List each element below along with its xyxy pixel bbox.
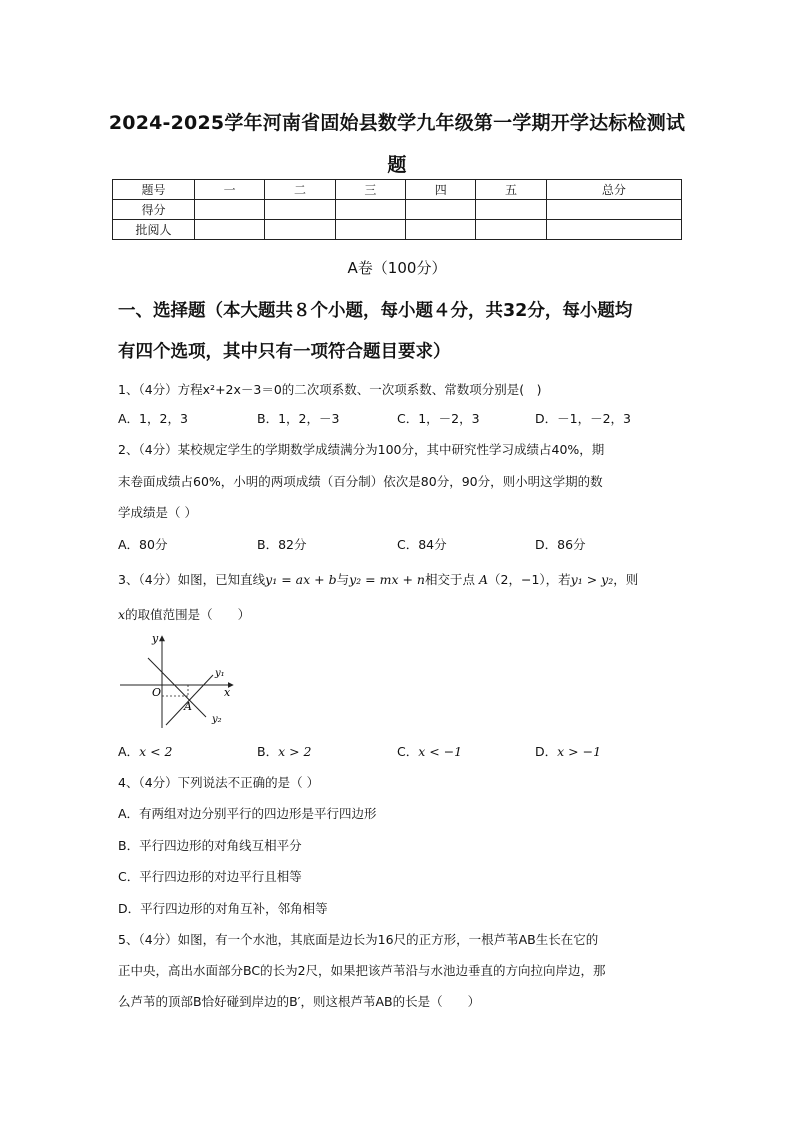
score-cell[interactable] xyxy=(335,220,405,240)
question-5: 5、（4分）如图，有一个水池，其底面是边长为16尺的正方形，一根芦苇AB生长在它的 xyxy=(118,932,599,947)
q3-condition: y₁ > y₂ xyxy=(570,572,614,587)
question-1: 1、（4分）方程x²+2x－3＝0的二次项系数、一次项系数、常数项分别是( ) xyxy=(118,382,542,397)
q3-text: 相交于点 xyxy=(424,572,475,587)
option-math: x > 2 xyxy=(278,744,312,759)
question-5-line3: 么芦苇的顶部B恰好碰到岸边的B′，则这根芦苇AB的长是（ ） xyxy=(118,994,481,1009)
score-header-cell: 题号 xyxy=(113,180,195,200)
score-cell[interactable] xyxy=(195,220,265,240)
q3-option-c[interactable] xyxy=(397,742,462,760)
score-cell[interactable] xyxy=(546,200,681,220)
q3-text: ，则 xyxy=(613,572,639,587)
q3-option-b[interactable] xyxy=(257,742,312,760)
question-2-line3: 学成绩是（ ） xyxy=(118,505,197,520)
q1-option-d[interactable]: D．－1，－2，3 xyxy=(535,411,631,426)
score-cell[interactable] xyxy=(335,200,405,220)
q4-option-c[interactable]: C．平行四边形的对边平行且相等 xyxy=(118,869,302,884)
question-2: 2、（4分）某校规定学生的学期数学成绩满分为100分，其中研究性学习成绩占40%，期 xyxy=(118,442,605,457)
score-header-cell: 一 xyxy=(195,180,265,200)
score-cell[interactable] xyxy=(406,220,476,240)
q4-option-d[interactable]: D．平行四边形的对角互补，邻角相等 xyxy=(118,901,328,916)
score-header-cell: 总分 xyxy=(546,180,681,200)
q1-option-b[interactable]: B．1，2，－3 xyxy=(257,411,340,426)
score-header-cell: 四 xyxy=(406,180,476,200)
q2-option-c[interactable]: C．84分 xyxy=(397,537,447,552)
option-letter: C． xyxy=(397,744,419,759)
score-header-cell: 五 xyxy=(476,180,546,200)
question-3-line2 xyxy=(118,605,250,623)
option-letter: A． xyxy=(118,744,140,759)
score-cell[interactable] xyxy=(265,220,335,240)
section-heading-cont: 有四个选项，其中只有一项符合题目要求） xyxy=(118,342,451,362)
score-table-row xyxy=(113,200,682,220)
page-title-cont: 题 xyxy=(387,154,407,176)
score-row-label: 批阅人 xyxy=(113,220,195,240)
origin-label: O xyxy=(152,686,162,699)
option-letter: B． xyxy=(257,744,279,759)
x-axis-label: x xyxy=(224,686,231,699)
option-math: x < −1 xyxy=(418,744,463,759)
y-axis-label: y xyxy=(152,632,159,645)
question-4: 4、（4分）下列说法不正确的是（ ） xyxy=(118,775,320,790)
score-cell[interactable] xyxy=(265,200,335,220)
score-table xyxy=(112,179,682,240)
score-table-header xyxy=(113,180,682,200)
question-3 xyxy=(118,570,638,588)
q3-var-x: x xyxy=(118,607,126,622)
volume-label: A卷（100分） xyxy=(347,259,447,277)
q3-text: 与 xyxy=(336,572,350,587)
score-cell[interactable] xyxy=(195,200,265,220)
option-math: x < 2 xyxy=(139,744,173,759)
question-5-line2: 正中央，高出水面部分BC的长为2尺，如果把该芦苇沿与水池边垂直的方向拉向岸边，那 xyxy=(118,963,606,978)
score-header-cell: 三 xyxy=(335,180,405,200)
q1-option-a[interactable]: A．1，2，3 xyxy=(118,411,188,426)
score-row-label: 得分 xyxy=(113,200,195,220)
q4-option-b[interactable]: B．平行四边形的对角线互相平分 xyxy=(118,838,302,853)
q3-text: 的取值范围是（ ） xyxy=(125,607,251,622)
q2-option-a[interactable]: A．80分 xyxy=(118,537,168,552)
question-2-line2: 末卷面成绩占60%，小明的两项成绩（百分制）依次是80分，90分，则小明这学期的数 xyxy=(118,474,603,489)
score-table-row xyxy=(113,220,682,240)
option-letter: D． xyxy=(535,744,558,759)
q3-eq-y2: y₂ = mx + n xyxy=(349,572,425,587)
line-y2-label: y₂ xyxy=(212,714,222,725)
score-cell[interactable] xyxy=(546,220,681,240)
q3-figure xyxy=(118,630,243,730)
option-math: x > −1 xyxy=(557,744,602,759)
score-cell[interactable] xyxy=(476,220,546,240)
q2-option-d[interactable]: D．86分 xyxy=(535,537,586,552)
q3-text: （2，−1），若 xyxy=(488,572,571,587)
q2-option-b[interactable]: B．82分 xyxy=(257,537,307,552)
q3-eq-y1: y₁ = ax + b xyxy=(265,572,337,587)
q4-option-a[interactable]: A．有两组对边分别平行的四边形是平行四边形 xyxy=(118,806,377,821)
section-heading: 一、选择题（本大题共８个小题，每小题４分，共32分，每小题均 xyxy=(118,301,633,321)
line-y1-label: y₁ xyxy=(215,668,225,679)
q3-point: A xyxy=(478,572,489,587)
point-a-label: A xyxy=(184,700,192,713)
q3-option-d[interactable] xyxy=(535,742,601,760)
score-cell[interactable] xyxy=(406,200,476,220)
q3-option-a[interactable] xyxy=(118,742,173,760)
score-cell[interactable] xyxy=(476,200,546,220)
q3-text: 3、（4分）如图，已知直线 xyxy=(118,572,266,587)
page-title: 2024-2025学年河南省固始县数学九年级第一学期开学达标检测试 xyxy=(108,112,686,134)
score-header-cell: 二 xyxy=(265,180,335,200)
q1-option-c[interactable]: C．1，－2，3 xyxy=(397,411,480,426)
